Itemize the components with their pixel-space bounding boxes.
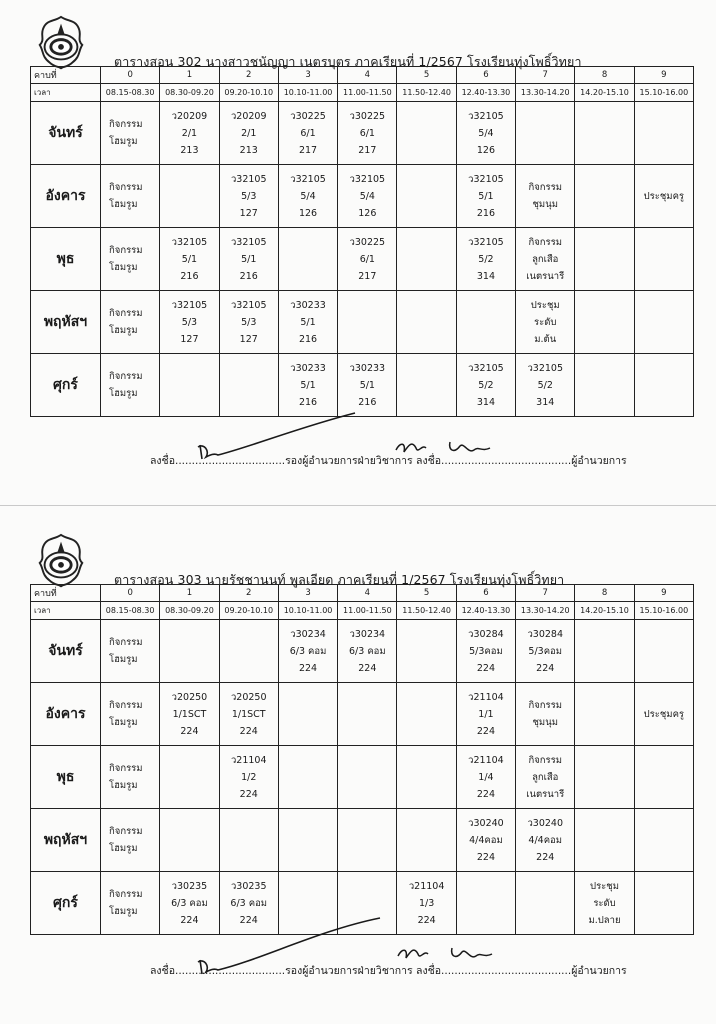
class-cell: [101, 620, 160, 683]
school-emblem-icon: [32, 14, 90, 72]
class-cell: [575, 809, 634, 872]
period-number: 0: [101, 67, 160, 84]
period-number: 4: [338, 585, 397, 602]
class-cell: [634, 620, 693, 683]
time-slot: 15.10-16.00: [634, 84, 693, 102]
day-row: [31, 620, 694, 683]
class-cell: [634, 809, 693, 872]
class-entry: ว32105 5/1 216: [171, 236, 208, 282]
period-header-row: [31, 67, 694, 84]
class-cell: [516, 809, 575, 872]
class-cell: [101, 683, 160, 746]
time-slot: 11.00-11.50: [338, 84, 397, 102]
class-cell: [338, 228, 397, 291]
class-cell: [278, 165, 337, 228]
class-cell: [278, 620, 337, 683]
period-number: 7: [516, 67, 575, 84]
class-cell: [456, 809, 515, 872]
class-cell: [219, 291, 278, 354]
class-cell: [338, 746, 397, 809]
class-entry: ว20209 2/1 213: [230, 110, 267, 156]
class-entry: ว21104 1/1 224: [468, 691, 504, 737]
class-cell: [219, 102, 278, 165]
time-slot: 14.20-15.10: [575, 602, 634, 620]
class-entry: ว20250 1/1SCT 224: [230, 691, 267, 737]
day-name: ศุกร์: [31, 872, 101, 935]
signature-line: ลงชื่อ.................................รองผู้อำนวยการฝ่ายวิชาการ ลงชื่อ.......................................ผู้อำนวยการ: [150, 455, 627, 467]
timetable: [30, 66, 694, 417]
class-entry: กิจกรรม โฮมรูม: [109, 700, 143, 728]
class-cell: [338, 291, 397, 354]
class-entry: ว30225 6/1 217: [349, 236, 386, 282]
class-cell: [456, 620, 515, 683]
class-entry: ว21104 1/2 224: [230, 754, 267, 800]
class-cell: [397, 620, 456, 683]
class-cell: [278, 291, 337, 354]
class-cell: [634, 683, 693, 746]
time-slot: 12.40-13.30: [456, 602, 515, 620]
period-number: 6: [456, 585, 515, 602]
period-number: 9: [634, 585, 693, 602]
class-entry: กิจกรรม โฮมรูม: [109, 889, 143, 917]
class-cell: [160, 102, 219, 165]
class-cell: [338, 809, 397, 872]
class-entry: ประชุมครู: [643, 190, 685, 202]
period-label: คาบที่: [31, 67, 101, 84]
class-cell: [516, 354, 575, 417]
period-number: 0: [101, 585, 160, 602]
class-cell: [160, 291, 219, 354]
class-cell: [101, 809, 160, 872]
class-cell: [160, 746, 219, 809]
class-cell: [516, 228, 575, 291]
class-entry: กิจกรรม โฮมรูม: [109, 308, 143, 336]
class-entry: ว21104 1/3 224: [408, 880, 445, 926]
period-number: 3: [278, 67, 337, 84]
class-cell: [160, 228, 219, 291]
schedule-title: ตารางสอน 302 นางสาวชนัญญา เนตรบุตร ภาคเรียนที่ 1/2567 โรงเรียนทุ่งโพธิ์วิทยา: [114, 54, 582, 69]
class-entry: ว32105 5/2 314: [468, 362, 504, 408]
signature-line: ลงชื่อ.................................รองผู้อำนวยการฝ่ายวิชาการ ลงชื่อ.......................................ผู้อำนวยการ: [150, 965, 627, 977]
class-entry: ว32105 5/3 127: [230, 173, 267, 219]
period-header-row: [31, 585, 694, 602]
class-cell: [278, 746, 337, 809]
class-cell: [219, 746, 278, 809]
period-number: 4: [338, 67, 397, 84]
class-cell: [338, 683, 397, 746]
period-number: 8: [575, 67, 634, 84]
class-entry: ว30235 6/3 คอม 224: [171, 880, 208, 926]
class-entry: ว30235 6/3 คอม 224: [230, 880, 268, 926]
class-entry: ว30284 5/3คอม 224: [527, 628, 563, 674]
day-name: พฤหัสฯ: [31, 809, 101, 872]
period-number: 5: [397, 67, 456, 84]
period-label: คาบที่: [31, 585, 101, 602]
class-entry: กิจกรรม โฮมรูม: [109, 763, 143, 791]
class-cell: [338, 102, 397, 165]
time-slot: 13.30-14.20: [516, 84, 575, 102]
class-cell: [634, 291, 693, 354]
class-cell: [516, 683, 575, 746]
period-number: 9: [634, 67, 693, 84]
class-cell: [397, 354, 456, 417]
class-cell: [634, 746, 693, 809]
handwritten-signature-director: [392, 938, 522, 968]
class-cell: [516, 102, 575, 165]
class-entry: ว32105 5/3 127: [171, 299, 208, 345]
period-number: 1: [160, 67, 219, 84]
class-cell: [456, 102, 515, 165]
class-cell: [397, 872, 456, 935]
class-entry: ว32105 5/2 314: [468, 236, 504, 282]
time-slot: 11.00-11.50: [338, 602, 397, 620]
class-cell: [101, 165, 160, 228]
school-emblem-icon: [32, 532, 90, 590]
handwritten-signature-deputy: [170, 407, 370, 467]
class-cell: [278, 102, 337, 165]
class-cell: [634, 872, 693, 935]
class-cell: [575, 746, 634, 809]
class-cell: [575, 872, 634, 935]
time-slot: 13.30-14.20: [516, 602, 575, 620]
time-slot: 11.50-12.40: [397, 602, 456, 620]
class-entry: กิจกรรม โฮมรูม: [109, 119, 143, 147]
class-cell: [160, 165, 219, 228]
time-slot: 08.15-08.30: [101, 84, 160, 102]
class-cell: [575, 228, 634, 291]
class-cell: [634, 228, 693, 291]
day-row: [31, 746, 694, 809]
class-cell: [397, 809, 456, 872]
period-number: 2: [219, 67, 278, 84]
time-header-row: [31, 84, 694, 102]
class-entry: ประชุมครู: [643, 708, 685, 720]
class-entry: ว32105 5/1 216: [468, 173, 504, 219]
class-cell: [101, 746, 160, 809]
period-number: 5: [397, 585, 456, 602]
day-name: พุธ: [31, 228, 101, 291]
class-cell: [516, 165, 575, 228]
time-label: เวลา: [31, 84, 101, 102]
class-cell: [278, 683, 337, 746]
time-slot: 12.40-13.30: [456, 84, 515, 102]
class-entry: ว32105 5/2 314: [527, 362, 563, 408]
class-cell: [219, 620, 278, 683]
class-cell: [101, 102, 160, 165]
schedule-302: [20, 12, 692, 467]
period-number: 3: [278, 585, 337, 602]
class-entry: ว32105 5/1 216: [230, 236, 267, 282]
day-row: [31, 683, 694, 746]
class-cell: [516, 620, 575, 683]
class-cell: [397, 746, 456, 809]
class-cell: [575, 102, 634, 165]
class-cell: [456, 746, 515, 809]
class-cell: [575, 165, 634, 228]
class-cell: [338, 165, 397, 228]
class-cell: [575, 683, 634, 746]
class-entry: ว30234 6/3 คอม 224: [289, 628, 327, 674]
class-entry: ว20250 1/1SCT 224: [171, 691, 208, 737]
class-entry: กิจกรรม โฮมรูม: [109, 182, 143, 210]
class-cell: [219, 228, 278, 291]
class-cell: [160, 683, 219, 746]
class-entry: กิจกรรม โฮมรูม: [109, 826, 143, 854]
day-row: [31, 165, 694, 228]
class-entry: ว32105 5/4 126: [290, 173, 326, 219]
class-entry: ว32105 5/4 126: [349, 173, 386, 219]
schedule-303: [20, 530, 692, 977]
day-row: [31, 809, 694, 872]
class-cell: [456, 683, 515, 746]
class-entry: ว30234 6/3 คอม 224: [349, 628, 386, 674]
class-cell: [397, 102, 456, 165]
class-entry: ประชุม ระดับ ม.ต้น: [530, 299, 560, 345]
class-cell: [278, 228, 337, 291]
class-entry: กิจกรรม ชุมนุม: [528, 182, 562, 210]
class-cell: [516, 872, 575, 935]
class-entry: ว30225 6/1 217: [349, 110, 386, 156]
time-slot: 14.20-15.10: [575, 84, 634, 102]
class-cell: [219, 165, 278, 228]
class-cell: [101, 354, 160, 417]
day-name: อังคาร: [31, 683, 101, 746]
class-entry: ว21104 1/4 224: [468, 754, 504, 800]
period-number: 6: [456, 67, 515, 84]
time-slot: 08.30-09.20: [160, 602, 219, 620]
class-cell: [516, 291, 575, 354]
class-cell: [101, 872, 160, 935]
class-entry: กิจกรรม โฮมรูม: [109, 245, 143, 273]
class-entry: ว30233 5/1 216: [349, 362, 386, 408]
time-slot: 10.10-11.00: [278, 602, 337, 620]
class-cell: [575, 620, 634, 683]
handwritten-signature-deputy: [170, 910, 390, 980]
day-name: ศุกร์: [31, 354, 101, 417]
timetable: [30, 584, 694, 935]
period-number: 7: [516, 585, 575, 602]
class-entry: ว30225 6/1 217: [290, 110, 326, 156]
period-number: 8: [575, 585, 634, 602]
time-header-row: [31, 602, 694, 620]
class-cell: [160, 620, 219, 683]
class-cell: [634, 165, 693, 228]
time-label: เวลา: [31, 602, 101, 620]
class-cell: [101, 291, 160, 354]
class-cell: [397, 683, 456, 746]
class-entry: ว32105 5/4 126: [468, 110, 504, 156]
class-cell: [397, 165, 456, 228]
day-row: [31, 228, 694, 291]
day-name: อังคาร: [31, 165, 101, 228]
class-cell: [456, 228, 515, 291]
time-slot: 08.15-08.30: [101, 602, 160, 620]
class-cell: [634, 102, 693, 165]
class-entry: ว30233 5/1 216: [290, 362, 326, 408]
class-cell: [575, 354, 634, 417]
class-entry: ว30240 4/4คอม 224: [527, 817, 563, 863]
schedule-title: ตารางสอน 303 นายรัชชานนท์ พูลเอียด ภาคเรียนที่ 1/2567 โรงเรียนทุ่งโพธิ์วิทยา: [114, 572, 565, 587]
period-number: 1: [160, 585, 219, 602]
time-slot: 08.30-09.20: [160, 84, 219, 102]
class-cell: [101, 228, 160, 291]
class-cell: [397, 228, 456, 291]
class-entry: ว20209 2/1 213: [171, 110, 208, 156]
class-cell: [456, 354, 515, 417]
period-number: 2: [219, 585, 278, 602]
time-slot: 09.20-10.10: [219, 84, 278, 102]
page-divider: [0, 505, 716, 506]
class-entry: ว30284 5/3คอม 224: [468, 628, 504, 674]
class-entry: กิจกรรม ชุมนุม: [528, 700, 562, 728]
class-cell: [456, 291, 515, 354]
class-cell: [456, 165, 515, 228]
class-entry: กิจกรรม โฮมรูม: [109, 637, 143, 665]
day-row: [31, 291, 694, 354]
day-name: จันทร์: [31, 102, 101, 165]
time-slot: 10.10-11.00: [278, 84, 337, 102]
class-entry: ว30240 4/4คอม 224: [468, 817, 504, 863]
class-cell: [516, 746, 575, 809]
class-entry: กิจกรรม ลูกเสือ เนตรนารี: [526, 754, 565, 800]
class-cell: [160, 809, 219, 872]
class-cell: [338, 620, 397, 683]
day-name: พุธ: [31, 746, 101, 809]
class-entry: กิจกรรม โฮมรูม: [109, 371, 143, 399]
time-slot: 09.20-10.10: [219, 602, 278, 620]
day-row: [31, 102, 694, 165]
class-entry: ว30233 5/1 216: [290, 299, 326, 345]
handwritten-signature-director: [390, 432, 520, 462]
day-name: จันทร์: [31, 620, 101, 683]
class-entry: ประชุม ระดับ ม.ปลาย: [588, 880, 621, 926]
class-cell: [575, 291, 634, 354]
class-cell: [219, 809, 278, 872]
time-slot: 11.50-12.40: [397, 84, 456, 102]
class-cell: [397, 291, 456, 354]
class-entry: ว32105 5/3 127: [230, 299, 267, 345]
class-cell: [219, 683, 278, 746]
class-cell: [278, 809, 337, 872]
time-slot: 15.10-16.00: [634, 602, 693, 620]
day-name: พฤหัสฯ: [31, 291, 101, 354]
class-cell: [456, 872, 515, 935]
class-cell: [634, 354, 693, 417]
class-entry: กิจกรรม ลูกเสือ เนตรนารี: [526, 236, 565, 282]
